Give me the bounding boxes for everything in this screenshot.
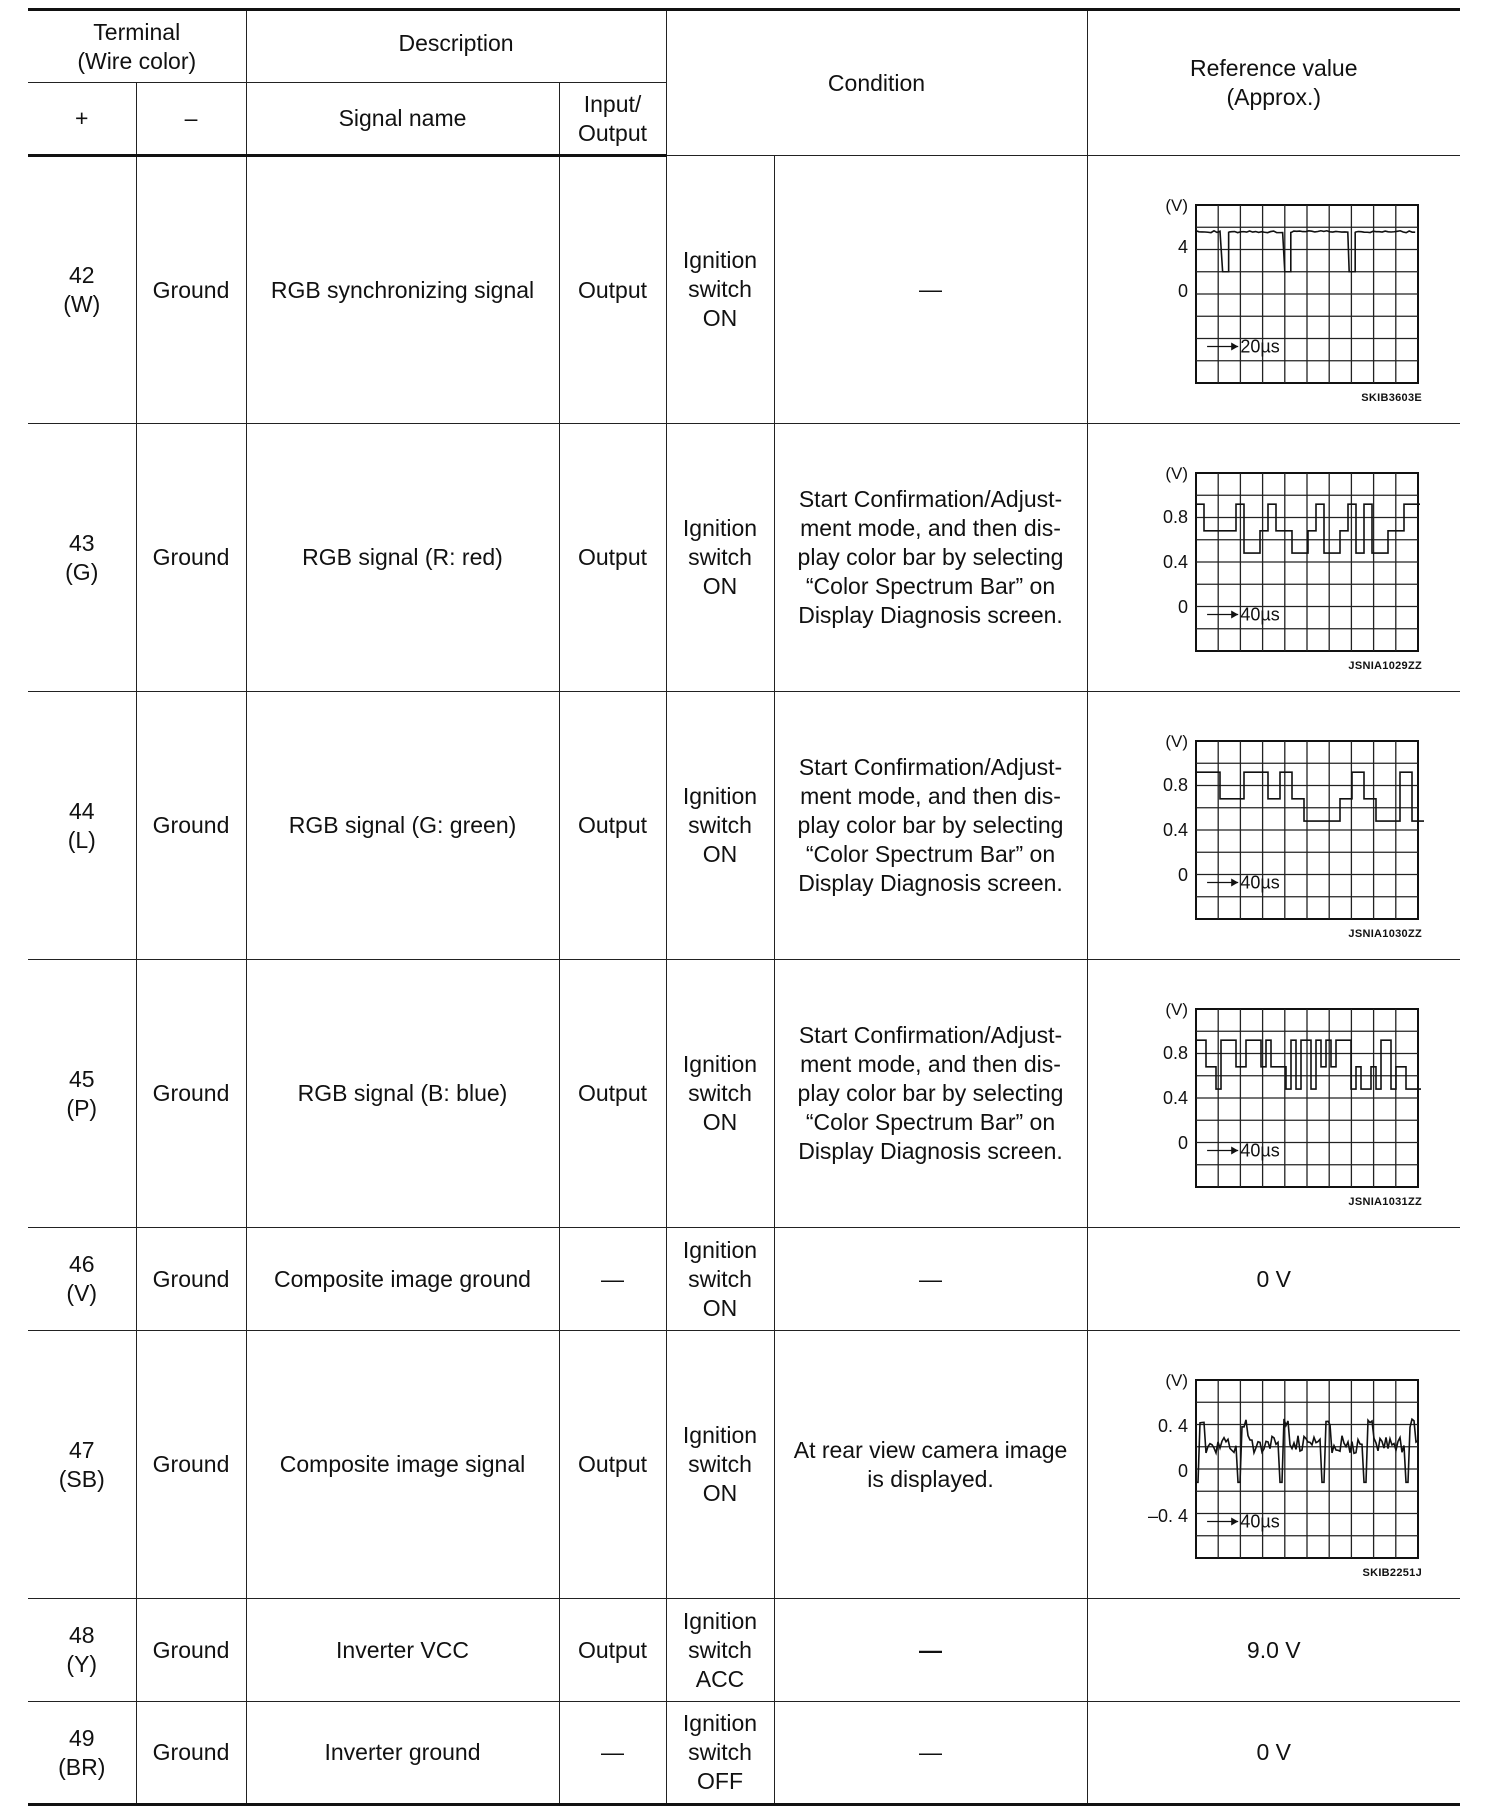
- y-tick-label: 0: [1177, 1132, 1188, 1153]
- ignition-cell: [666, 1702, 774, 1805]
- y-tick-label: 0: [1177, 280, 1188, 301]
- minus-cell: Ground: [136, 1599, 246, 1702]
- condition-line: Start Confirmation/Adjust-: [798, 754, 1063, 780]
- wire-color: (BR): [58, 1753, 106, 1780]
- terminal-number: 49: [68, 1724, 95, 1751]
- signal-cell: Inverter ground: [246, 1702, 559, 1805]
- time-division-label: 20µs: [1240, 336, 1280, 356]
- figure-id: JSNIA1030ZZ: [1348, 928, 1423, 940]
- time-division-label: 40µs: [1240, 1511, 1280, 1531]
- ignition-cell: [666, 692, 774, 960]
- minus-cell: Ground: [136, 1702, 246, 1805]
- ignition-line: ON: [702, 841, 738, 867]
- reference-cell: 0 V: [1087, 1228, 1460, 1331]
- condition-line: ment mode, and then dis-: [800, 1051, 1061, 1077]
- reference-cell: [1087, 692, 1460, 960]
- condition-cell: [774, 1331, 1087, 1599]
- time-division-label: 40µs: [1240, 604, 1280, 624]
- signal-cell: Composite image ground: [246, 1228, 559, 1331]
- reference-label: Reference value: [1190, 55, 1358, 81]
- io-cell: Output: [559, 1331, 666, 1599]
- ignition-line: switch: [688, 276, 752, 302]
- table-row: [28, 1331, 1460, 1599]
- ignition-line: switch: [688, 1080, 752, 1106]
- condition-line: play color bar by selecting: [797, 1080, 1064, 1106]
- y-tick-label: 0: [1177, 1460, 1188, 1481]
- table-row: [28, 156, 1460, 424]
- condition-header: Condition: [666, 10, 1087, 156]
- terminal-number: 46: [68, 1251, 95, 1277]
- condition-line: Start Confirmation/Adjust-: [798, 486, 1063, 512]
- minus-cell: Ground: [136, 1331, 246, 1599]
- ignition-line: ON: [702, 573, 738, 599]
- y-tick-label: 0.4: [1162, 819, 1188, 840]
- io-cell: Output: [559, 156, 666, 424]
- ignition-line: Ignition: [682, 1710, 758, 1736]
- ignition-line: ON: [702, 1294, 738, 1321]
- condition-line: At rear view camera image: [793, 1436, 1068, 1463]
- y-tick-label: 0: [1177, 596, 1188, 617]
- ignition-line: Ignition: [682, 1607, 758, 1634]
- io-cell: —: [559, 1702, 666, 1805]
- table-row: [28, 960, 1460, 1228]
- terminal-reference-table: [28, 8, 1460, 1806]
- signal-cell: RGB signal (B: blue): [246, 960, 559, 1228]
- y-tick-label: 0.8: [1162, 506, 1188, 527]
- wire-color: (G): [65, 558, 99, 585]
- reference-header: [1087, 10, 1460, 156]
- condition-line: ment mode, and then dis-: [800, 515, 1061, 541]
- approx-label: (Approx.): [1226, 84, 1322, 110]
- wire-color: (Y): [66, 1651, 98, 1677]
- io-cell: Output: [559, 424, 666, 692]
- condition-line: ment mode, and then dis-: [800, 783, 1061, 809]
- figure-id: JSNIA1031ZZ: [1348, 1196, 1423, 1208]
- y-tick-label: 4: [1177, 236, 1188, 257]
- terminal-number: 43: [68, 529, 95, 556]
- reference-cell: [1087, 960, 1460, 1228]
- ignition-line: ON: [702, 1480, 738, 1506]
- condition-line: Display Diagnosis screen.: [798, 602, 1063, 628]
- reference-cell: [1087, 1331, 1460, 1599]
- wire-color: (W): [63, 291, 101, 317]
- ignition-line: switch: [688, 812, 752, 838]
- terminal-cell: [28, 1599, 136, 1702]
- terminal-cell: [28, 1702, 136, 1805]
- condition-cell: [774, 424, 1087, 692]
- ignition-line: Ignition: [682, 783, 758, 809]
- wire-color: (L): [67, 826, 96, 853]
- ignition-line: Ignition: [682, 1236, 758, 1263]
- ignition-line: OFF: [697, 1768, 744, 1794]
- terminal-header: [28, 10, 246, 83]
- terminal-cell: [28, 692, 136, 960]
- condition-cell: —: [774, 1599, 1087, 1702]
- y-tick-label: 0. 4: [1157, 1415, 1188, 1436]
- table-row: [28, 1599, 1460, 1702]
- y-tick-label: 0.4: [1162, 551, 1188, 572]
- minus-cell: Ground: [136, 156, 246, 424]
- wire-color: (V): [66, 1280, 98, 1306]
- terminal-number: 42: [68, 262, 95, 288]
- condition-cell: [774, 692, 1087, 960]
- ignition-cell: [666, 424, 774, 692]
- ignition-line: switch: [688, 1451, 752, 1477]
- figure-id: JSNIA1029ZZ: [1348, 660, 1423, 672]
- signal-cell: Inverter VCC: [246, 1599, 559, 1702]
- condition-cell: —: [774, 1702, 1087, 1805]
- oscilloscope-waveform: [1124, 1360, 1424, 1570]
- minus-cell: Ground: [136, 1228, 246, 1331]
- table-row: [28, 692, 1460, 960]
- reference-cell: [1087, 156, 1460, 424]
- ignition-cell: [666, 1331, 774, 1599]
- terminal-cell: [28, 1331, 136, 1599]
- table-row: [28, 1228, 1460, 1331]
- condition-line: “Color Spectrum Bar” on: [805, 1109, 1056, 1135]
- unit-label: (V): [1165, 463, 1188, 483]
- terminal-number: 48: [68, 1622, 95, 1648]
- ignition-cell: [666, 1228, 774, 1331]
- signal-name-header: Signal name: [246, 83, 559, 156]
- ignition-cell: [666, 156, 774, 424]
- y-tick-label: 0: [1177, 864, 1188, 885]
- minus-header: –: [136, 83, 246, 156]
- condition-line: is displayed.: [867, 1465, 994, 1492]
- condition-cell: [774, 960, 1087, 1228]
- y-tick-label: 0.8: [1162, 774, 1188, 795]
- unit-label: (V): [1165, 1370, 1188, 1390]
- input-output-header: [559, 83, 666, 156]
- condition-line: Display Diagnosis screen.: [798, 1138, 1063, 1164]
- reference-cell: 9.0 V: [1087, 1599, 1460, 1702]
- ignition-line: switch: [688, 1636, 752, 1663]
- unit-label: (V): [1165, 731, 1188, 751]
- minus-cell: Ground: [136, 692, 246, 960]
- time-division-label: 40µs: [1240, 1140, 1280, 1160]
- figure-id: SKIB2251J: [1362, 1567, 1423, 1579]
- ignition-line: Ignition: [682, 1422, 758, 1448]
- signal-cell: RGB signal (R: red): [246, 424, 559, 692]
- ignition-line: switch: [688, 1265, 752, 1292]
- oscilloscope-waveform: [1124, 989, 1424, 1199]
- terminal-number: 47: [68, 1436, 95, 1463]
- condition-line: “Color Spectrum Bar” on: [805, 573, 1056, 599]
- output-label: Output: [577, 119, 648, 146]
- io-cell: Output: [559, 692, 666, 960]
- wire-color: (SB): [58, 1465, 105, 1492]
- y-tick-label: –0. 4: [1147, 1505, 1188, 1526]
- condition-line: Display Diagnosis screen.: [798, 870, 1063, 896]
- ignition-line: ON: [702, 305, 738, 331]
- terminal-number: 45: [68, 1065, 95, 1092]
- io-cell: Output: [559, 960, 666, 1228]
- wire-color: (P): [66, 1094, 98, 1121]
- condition-cell: —: [774, 1228, 1087, 1331]
- reference-cell: 0 V: [1087, 1702, 1460, 1805]
- input-label: Input/: [583, 90, 642, 117]
- terminal-cell: [28, 960, 136, 1228]
- unit-label: (V): [1165, 195, 1188, 215]
- minus-cell: Ground: [136, 960, 246, 1228]
- ignition-line: Ignition: [682, 515, 758, 541]
- ignition-line: Ignition: [682, 247, 758, 273]
- ignition-line: switch: [688, 1739, 752, 1765]
- oscilloscope-waveform: [1124, 721, 1424, 931]
- ignition-cell: [666, 1599, 774, 1702]
- figure-id: SKIB3603E: [1361, 392, 1423, 404]
- table-row: [28, 424, 1460, 692]
- ignition-line: ACC: [695, 1665, 745, 1692]
- terminal-cell: [28, 1228, 136, 1331]
- condition-line: Start Confirmation/Adjust-: [798, 1022, 1063, 1048]
- oscilloscope-waveform: [1124, 453, 1424, 663]
- table-row: [28, 1702, 1460, 1805]
- condition-cell: —: [774, 156, 1087, 424]
- signal-cell: RGB signal (G: green): [246, 692, 559, 960]
- y-tick-label: 0.4: [1162, 1087, 1188, 1108]
- io-cell: Output: [559, 1599, 666, 1702]
- minus-cell: Ground: [136, 424, 246, 692]
- unit-label: (V): [1165, 999, 1188, 1019]
- signal-cell: RGB synchronizing signal: [246, 156, 559, 424]
- terminal-number: 44: [68, 797, 95, 824]
- terminal-label: Terminal: [93, 18, 181, 45]
- condition-line: play color bar by selecting: [797, 544, 1064, 570]
- plus-header: +: [28, 83, 136, 156]
- ignition-line: switch: [688, 544, 752, 570]
- ignition-line: Ignition: [682, 1051, 758, 1077]
- io-cell: —: [559, 1228, 666, 1331]
- signal-cell: Composite image signal: [246, 1331, 559, 1599]
- description-header: Description: [246, 10, 666, 83]
- reference-cell: [1087, 424, 1460, 692]
- y-tick-label: 0.8: [1162, 1042, 1188, 1063]
- wire-color-label: (Wire color): [77, 47, 197, 74]
- terminal-cell: [28, 424, 136, 692]
- condition-line: play color bar by selecting: [797, 812, 1064, 838]
- ignition-line: ON: [702, 1109, 738, 1135]
- time-division-label: 40µs: [1240, 872, 1280, 892]
- condition-line: “Color Spectrum Bar” on: [805, 841, 1056, 867]
- ignition-cell: [666, 960, 774, 1228]
- terminal-cell: [28, 156, 136, 424]
- oscilloscope-waveform: [1124, 185, 1424, 395]
